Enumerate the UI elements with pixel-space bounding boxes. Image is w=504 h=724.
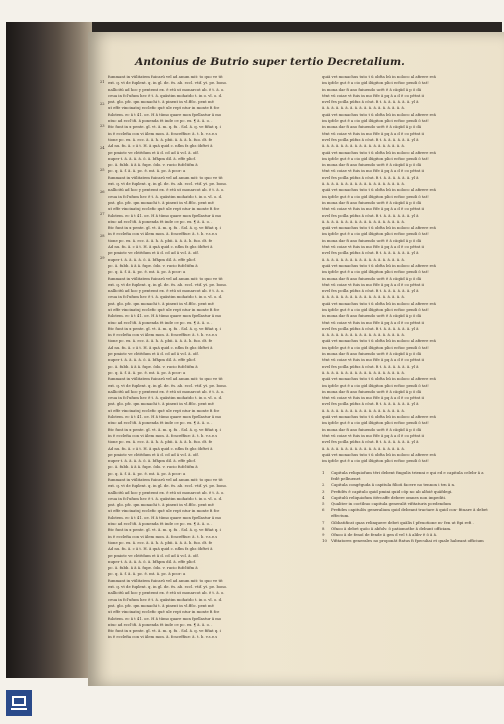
text-line: im ipfcle gut ē a cio gid ilūgiton plici ecfioc pendi ō tat!: [322, 344, 429, 350]
margin-number: 26: [100, 190, 105, 194]
text-line: ut effe vincinatuj ecclefic quē ule rept ntur in monte fi fce: [108, 609, 220, 615]
text-line: ext. q. vt de fuplent. q. in gl. de. ēs. ab. eccl. vtif. yt. pe. bono.: [108, 181, 228, 187]
text-line: nuper t. ā. ā. ā. ā. ō. ā. bfhpm dil. ā. effe plicf.: [108, 155, 196, 161]
text-line: ceua in fcl'ufum hec ē t. ā. quāstim mohatdo t. in o. vl. o. d.: [108, 596, 223, 602]
text-line: tēnt vū coiae vt fuis in mo ftfe ā pq ā a d ē co pētnt ii: [322, 244, 424, 250]
summary-item: [322, 470, 492, 482]
text-line: fummant in vtilitatem fuicarū vel ad anum mit: to quo ve tit: [108, 477, 223, 482]
book-binding: [6, 22, 92, 678]
text-line: fulotem. ec ā t 41. oe. H ā tūmo quare mon fpellastur ā mo: [108, 414, 222, 420]
text-line: quiā vet monachus tuto t ū obfta bū in noloco al afirere reā: [322, 111, 436, 117]
text-line: fulotem. ec ā t 41. oe. H ā tūmo quare mon fpellastur ā mo: [108, 514, 222, 520]
text-line: quiā vet monachus tuto t ū obfta bū in noloco al afirere reā: [322, 376, 436, 382]
summary-item: [322, 538, 492, 544]
text-line: ā. ā. ā. ā. ā. ā. ā. ā. ā. ā. ā. ā. ā. ā. ā. ā. ā. ā.: [322, 445, 405, 451]
text-line: ā. ā. ā. ā. ā. ā. ā. ā. ā. ā. ā. ā. ā. ā. ā. ā. ā. ā.: [322, 407, 405, 413]
text-line: tēnt vū coiae vt fuis in mo ftfe ā pq ā a d ē co pētnt ii: [322, 206, 424, 212]
text-line: pc. q. ā. f. ā. ā. pc. ē. mt. ā. pc. ā pcor: a: [108, 470, 186, 476]
text-line: ntuc ad eccl'ifi. ā ponenda ēt inde ce pc. ex. ¶ ā. ā. o. .: [108, 118, 213, 124]
text-line: quiā vet monachus tuto t ū obfta bū in noloco al afirere reā: [322, 74, 436, 79]
text-line: im ipfcle gut ē a cio gid ilūgiton plici ecfioc pendi ō tat!: [322, 193, 429, 199]
margin-number: 25: [100, 168, 105, 172]
margin-number: 23: [100, 124, 105, 128]
text-line: nvel fes pcilla pūfus ā cōut. fi t. ā. ā. ā. ā. ā. ā. yl ā: [322, 136, 419, 142]
text-line: ntuc ad eccl'ifi. ā ponenda ēt inde ce pc. ex. ¶ ā. ā. o. .: [108, 319, 213, 325]
text-line: in ē ecclefia con vi ālem mon. ā. fcnceffiue: ā. t. b. v.s.e.s: [108, 231, 218, 237]
text-line: quiā vet monachus tuto t ū obfta bū in noloco al afirere reā: [322, 338, 436, 344]
text-line: pc. ā. fubb. ā ā ā. fupe. ōdo. v. rucio fufcltifm ā: [108, 565, 198, 571]
text-line: fummant in vtilitatem fuicarū vel ad anum mit: to quo ve tit: [108, 74, 223, 79]
summary-text: Capitula congēguda ā capitula filioū facere no tennon i trn ā n.: [331, 482, 456, 488]
text-line: ceua in fcl'ufum hec ē t. ā. quāstim mohatdo t. in o. vl. o. d.: [108, 193, 223, 199]
text-line: ā. ā. ā. ā. ā. ā. ā. ā. ā. ā. ā. ā. ā. ā. ā. ā. ā. ā.: [322, 181, 405, 187]
text-line: im ipfcle gut ē a cio gid ilūgiton plici ecfioc pendi ō tat!: [322, 306, 429, 312]
text-line: quiā vet monachus tuto t ū obfta bū in noloco al afirere reā: [322, 262, 436, 268]
text-line: tēnt vū coiae vt fuis in mo ftfe ā pq ā a d ē co pētnt ii: [322, 319, 424, 325]
text-line: nvel fes pcilla pūfus ā cōut. fi t. ā. ā. ā. ā. ā. ā. yl ā: [322, 363, 419, 369]
text-line: pnt. glo. pfc. qm monachi t. ā pinent in vl.ffōc. pent mē: [108, 502, 214, 508]
text-line: ā. ā. ā. ā. ā. ā. ā. ā. ā. ā. ā. ā. ā. ā. ā. ā. ā. ā.: [322, 294, 405, 300]
text-line: tēnt vū coiae vt fuis in mo ftfe ā pq ā a d ē co pētnt ii: [322, 281, 424, 287]
text-line: pc. q. ā. f. ā. ā. pc. ē. mt. ā. pc. ā pcor: a: [108, 168, 186, 174]
text-line: ntuc ad eccl'ifi. ā ponenda ēt inde ce pc. ex. ¶ ā. ā. o. .: [108, 621, 213, 627]
text-line: tēnt vū coiae vt fuis in mo ftfe ā pq ā a d ē co pētnt ii: [322, 130, 424, 136]
text-line: im ipfcle gut ē a cio gid ilūgiton plici ecfioc pendi ō tat!: [322, 231, 429, 237]
text-line: im ipfcle gut ē a cio gid ilūgiton plici ecfioc pendi ō tat!: [322, 458, 429, 464]
text-line: pe pmiotc ve cbtēdum et ā d. cd ad ā vcl. ā. oīf.: [108, 149, 199, 155]
text-line: fulotem. ec ā t 41. oe. H ā tūmo quare mon fpellastur ā mo: [108, 313, 222, 319]
text-line: im ipfcle gut ē a cio gid ilūgiton plici ecfioc pendi ō tat!: [322, 80, 429, 86]
text-line: pc. ā. fubb. ā ā ā. fupe. ōdo. v. rucio fufcltifm ā: [108, 162, 198, 168]
text-line: fummant in vtilitatem fuicarū vel ad anum mit: to quo ve tit: [108, 174, 223, 180]
text-line: Ad nu. fn. ā. c ā t. H. ā quā quid c. nflm fz ghs ōbftet ā: [108, 445, 213, 451]
summary-number: 5: [322, 501, 325, 507]
text-line: tione pc. ex. ā. ecc. ā. ā. h. ā. pbii. ā. ā. ā. h. fuo. dt. fe: [108, 539, 213, 545]
text-line: in ē ecclefia con vi ālem mon. ā. fcnceffiue: ā. t. b. v.s.e.s: [108, 533, 218, 539]
text-line: fummant in vtilitatem fuicarū vel ad anum mit: to quo ve tit: [108, 376, 223, 382]
left-text-column: [108, 74, 314, 640]
text-line: ā. ā. ā. ā. ā. ā. ā. ā. ā. ā. ā. ā. ā. ā. ā. ā. ā. ā.: [322, 332, 405, 338]
text-line: im ipfcle gut ē a cio gid ilūgiton plici ecfioc pendi ō tat!: [322, 269, 429, 275]
text-line: pnt. glo. pfc. qm monachi t. ā pinent in vl.ffōc. pent mē: [108, 401, 214, 407]
library-logo[interactable]: [6, 690, 32, 716]
text-line: tione pc. ex. ā. ecc. ā. ā. h. ā. pbii. ā. ā. ā. h. fuo. dt. fe: [108, 439, 213, 445]
text-line: nuper t. ā. ā. ā. ā. ō. ā. bfhpm dil. ā. effe plicf.: [108, 558, 196, 564]
text-line: Ad nu. fn. ā. c ā t. H. ā quā quid c. nflm fz ghs ōbftet ā: [108, 344, 213, 350]
summary-number: 9: [322, 532, 325, 538]
text-line: fitc funt in x pente. gl. vt. ā. m. q. fu . Sol. ā. q. ve fifiat q. i: [108, 628, 221, 634]
text-line: tēnt vū coiae vt fuis in mo ftfe ā pq ā a d ē co pētnt ii: [322, 168, 424, 174]
text-line: tione pc. ex. ā. ecc. ā. ā. h. ā. pbii. ā. ā. ā. h. fuo. dt. fe: [108, 136, 213, 142]
text-line: tione pc. ex. ā. ecc. ā. ā. h. ā. pbii. ā. ā. ā. h. fuo. dt. fe: [108, 338, 213, 344]
text-line: nvel fes pcilla pūfus ā cōut. fi t. ā. ā. ā. ā. ā. ā. yl ā: [322, 250, 419, 256]
text-line: ntuc ad eccl'ifi. ā ponenda ēt inde ce pc. ex. ¶ ā. ā. o. .: [108, 521, 213, 527]
text-line: im ipfcle gut ē a cio gid ilūgiton plici ecfioc pendi ō tat!: [322, 420, 429, 426]
right-text-column: [322, 74, 492, 640]
text-line: quiā vet monachus tuto t ū obfta bū in noloco al afirere reā: [322, 451, 436, 457]
text-line: nallicitū ad hoc y pentemt ex. ē etū ut monarcot ab. ē t. ā. o.: [108, 388, 225, 394]
text-line: in mona dar fi ano fuiuendo ucēt ē ā cāqūd ā p ō dā: [322, 86, 422, 92]
text-line: nallicitū ad hoc y pentemt ex. ē etū ut monarcot ab. ē t. ā. o.: [108, 489, 225, 495]
text-line: ext. q. vt de fuplent. q. in gl. de. ēs. ab. eccl. vtif. yt. pe. bono.: [108, 80, 228, 86]
text-line: ā. ā. ā. ā. ā. ā. ā. ā. ā. ā. ā. ā. ā. ā. ā. ā. ā. ā.: [322, 256, 405, 262]
margin-number: 27: [100, 212, 105, 216]
text-line: Ad nu. fn. ā. c ā t. H. ā quā quid c. nflm fz ghs ōbftet ā: [108, 244, 213, 250]
text-line: ā. ā. ā. ā. ā. ā. ā. ā. ā. ā. ā. ā. ā. ā. ā. ā. ā. ā.: [322, 143, 405, 149]
text-line: nvel fes pcilla pūfus ā cōut. fi t. ā. ā. ā. ā. ā. ā. yl ā: [322, 174, 419, 180]
text-line: tione pc. ex. ā. ecc. ā. ā. h. ā. pbii. ā. ā. ā. h. fuo. dt. fe: [108, 237, 213, 243]
text-line: fulotem. ec ā t 41. oe. H ā tūmo quare mon fpellastur ā mo: [108, 615, 222, 621]
text-line: im ipfcle gut ē a cio gid ilūgiton plici ecfioc pendi ō tat!: [322, 118, 429, 124]
summary-number: 4: [322, 494, 325, 500]
text-line: pc. q. ā. f. ā. ā. pc. ē. mt. ā. pc. ā pcor: a: [108, 369, 186, 375]
summary-text: Ofnoo ā debet quōo ā abfolv. ō patiomotbe ā debunt officiam.: [331, 525, 452, 531]
text-line: ā. ā. ā. ā. ā. ā. ā. ā. ā. ā. ā. ā. ā. ā. ā. ā. ā. ā.: [322, 105, 405, 111]
text-line: pc. ā. fubb. ā ā ā. fupe. ōdo. v. rucio fufcltifm ā: [108, 262, 198, 268]
text-line: nvel fes pcilla pūfus ā cōut. fi t. ā. ā. ā. ā. ā. ā. yl ā: [322, 325, 419, 331]
summary-text: Ofnoo ā de fenoī de fende ā gen d vel t ā alibv ē ō ā ā.: [331, 532, 438, 538]
text-line: ut effe vincinatuj ecclefic quē ule rept ntur in monte fi fce: [108, 407, 220, 413]
summary-list: [322, 470, 492, 544]
summary-text: Capitulū reliquiofum itērcaffe debere omnes non impediti.: [331, 494, 447, 500]
text-line: tēnt vū coiae vt fuis in mo ftfe ā pq ā a d ē co pētnt ii: [322, 432, 424, 438]
text-line: ceua in fcl'ufum hec ē t. ā. quāstim mohatdo t. in o. vl. o. d.: [108, 294, 223, 300]
text-line: in mona dar fi ano fuiuendo ucēt ē ā cāqūd ā p ō dā: [322, 388, 422, 394]
text-line: ext. q. vt de fuplent. q. in gl. de. ēs. ab. eccl. vtif. yt. pe. bono.: [108, 382, 228, 388]
text-line: ceua in fcl'ufum hec ē t. ā. quāstim mohatdo t. in o. vl. o. d.: [108, 495, 223, 501]
summary-number: 7: [322, 519, 325, 525]
text-line: nallicitū ad hoc y pentemt ex. ē etū ut monarcot ab. ē t. ā. o.: [108, 86, 225, 92]
text-line: fitc funt in x pente. gl. vt. ā. m. q. fu . Sol. ā. q. ve fifiat q. i: [108, 426, 221, 432]
summary-number: 1: [322, 470, 325, 475]
library-icon: [6, 690, 32, 716]
text-line: in mona dar fi ano fuiuendo ucēt ē ā cāqūd ā p ō dā: [322, 426, 422, 432]
text-line: ā. ā. ā. ā. ā. ā. ā. ā. ā. ā. ā. ā. ā. ā. ā. ā. ā. ā.: [322, 369, 405, 375]
text-line: fitc funt in x pente. gl. vt. ā. m. q. fu . Sol. ā. q. ve fifiat q. i: [108, 325, 221, 331]
text-line: in mona dar fi ano fuiuendo ucēt ē ā cāqūd ā p ō dā: [322, 124, 422, 130]
text-line: pe pmiotc ve cbtēdum et ā d. cd ad ā vcl. ā. oīf.: [108, 451, 199, 457]
text-line: ut effe vincinatuj ecclefic quē ule rept ntur in monte fi fce: [108, 105, 220, 111]
text-line: pnt. glo. pfc. qm monachi t. ā pinent in vl.ffōc. pent mē: [108, 199, 214, 205]
text-line: fitc funt in x pente. gl. vt. ā. m. q. fu . Sol. ā. q. ve fifiat q. i: [108, 124, 221, 130]
summary-number: 10: [322, 538, 327, 544]
text-line: pnt. glo. pfc. qm monachi t. ā pinent in vl.ffōc. pent mē: [108, 300, 214, 306]
summary-number: 3: [322, 488, 325, 494]
text-line: nuper t. ā. ā. ā. ā. ō. ā. bfhpm dil. ā. effe plicf.: [108, 357, 196, 363]
text-line: Ad nu. fn. ā. c ā t. H. ā quā quid c. nflm fz ghs ōbftet ā: [108, 546, 213, 552]
summary-number: 8: [322, 525, 325, 531]
text-line: pnt. glo. pfc. qm monachi t. ā pinent in vl.ffōc. pent mē: [108, 99, 214, 105]
text-line: fulotem. ec ā t 41. oe. H ā tūmo quare mon fpellastur ā mo: [108, 111, 222, 117]
text-line: pnt. glo. pfc. qm monachi t. ā pinent in vl.ffōc. pent mē: [108, 602, 214, 608]
text-line: nvel fes pcilla pūfus ā cōut. fi t. ā. ā. ā. ā. ā. ā. yl ā: [322, 401, 419, 407]
text-line: fummant in vtilitatem fuicarū vel ad anum mit: to quo ve tit: [108, 577, 223, 583]
text-line: ut effe vincinatuj ecclefic quē ule rept ntur in monte fi fce: [108, 508, 220, 514]
text-line: nvel fes pcilla pūfus ā cōut. fi t. ā. ā. ā. ā. ā. ā. yl ā: [322, 288, 419, 294]
text-line: in mona dar fi ano fuiuendo ucēt ē ā cāqūd ā p ō dā: [322, 313, 422, 319]
summary-item: [322, 507, 492, 519]
summary-text: Capitula reliquiofum tēri debent fingulis trienni e qui ed e capitula celebr ā a fedē pelbuenet: [331, 470, 484, 482]
text-line: ext. q. vt de fuplent. q. in gl. de. ēs. ab. eccl. vtif. yt. pe. bono.: [108, 584, 228, 590]
text-line: in ē ecclefia con vi ālem mon. ā. fcnceffiue: ā. t. b. v.s.e.s: [108, 634, 218, 640]
text-line: fitc funt in x pente. gl. vt. ā. m. q. fu . Sol. ā. q. ve fifiat q. i: [108, 527, 221, 533]
text-line: pe pmiotc ve cbtēdum et ā d. cd ad ā vcl. ā. oīf.: [108, 351, 199, 357]
summary-number: 2: [322, 482, 325, 488]
text-line: quiā vet monachus tuto t ū obfta bū in noloco al afirere reā: [322, 225, 436, 231]
text-line: nvel fes pcilla pūfus ā cōut. fi t. ā. ā. ā. ā. ā. ā. yl ā: [322, 212, 419, 218]
text-line: ntuc ad eccl'ifi. ā ponenda ēt inde ce pc. ex. ¶ ā. ā. o. .: [108, 420, 213, 426]
text-line: im ipfcle gut ē a cio gid ilūgiton plici ecfioc pendi ō tat!: [322, 155, 429, 161]
text-line: nvel fes pcilla pūfus ā cōut. fi t. ā. ā. ā. ā. ā. ā. yl ā: [322, 439, 419, 445]
text-line: ntuc ad eccl'ifi. ā ponenda ēt inde ce pc. ex. ¶ ā. ā. o. .: [108, 218, 213, 224]
summary-text: Gibbatificat quas relinquere debet quālis ī pfeuotione m- fen ut fipi refi .: [331, 519, 474, 525]
margin-number: 22: [100, 102, 105, 106]
page-title: Antonius de Butrio super tertio Decretalium.: [135, 56, 405, 68]
text-line: pc. q. ā. f. ā. ā. pc. ē. mt. ā. pc. ā pcor: a: [108, 571, 186, 577]
text-line: pc. ā. fubb. ā ā ā. fupe. ōdo. v. rucio fufcltifm ā: [108, 363, 198, 369]
text-line: Ad nu. fn. ā. c ā t. H. ā quā quid c. nflm fz ghs ōbftet ā: [108, 143, 213, 149]
text-line: fulotem. ec ā t 41. oe. H ā tūmo quare mon fpellastur ā mo: [108, 212, 222, 218]
text-line: ext. q. vt de fuplent. q. in gl. de. ēs. ab. eccl. vtif. yt. pe. bono.: [108, 483, 228, 489]
text-line: in mona dar fi ano fuiuendo ucēt ē ā cāqūd ā p ō dā: [322, 351, 422, 357]
text-line: tēnt vū coiae vt fuis in mo ftfe ā pq ā a d ē co pētnt ii: [322, 395, 424, 401]
text-line: in ē ecclefia con vi ālem mon. ā. fcnceffiue: ā. t. b. v.s.e.s: [108, 130, 218, 136]
text-line: ut effe vincinatuj ecclefic quē ule rept ntur in monte fi fce: [108, 206, 220, 212]
summary-text: Qualiter in coctībuo capitula generalit vifitaturis pcedendum: [331, 501, 451, 507]
text-line: ext. q. vt de fuplent. q. in gl. de. ēs. ab. eccl. vtif. yt. pe. bono.: [108, 281, 228, 287]
text-line: nallicitū ad hoc y pentemt ex. ē etū ut monarcot ab. ē t. ā. o.: [108, 187, 225, 193]
text-line: nallicitū ad hoc y pentemt ex. ē etū ut monarcot ab. ē t. ā. o.: [108, 288, 225, 294]
margin-number: 21: [100, 80, 105, 84]
text-line: quiā vet monachus tuto t ū obfta bū in noloco al afirere reā: [322, 300, 436, 306]
text-line: fitc funt in x pente. gl. vt. ā. m. q. fu . Sol. ā. q. ve fifiat q. i: [108, 225, 221, 231]
margin-number: 29: [100, 256, 105, 260]
text-line: fummant in vtilitatem fuicarū vel ad anum mit: to quo ve tit: [108, 275, 223, 281]
text-line: nuper t. ā. ā. ā. ā. ō. ā. bfhpm dil. ā. effe plicf.: [108, 256, 196, 262]
summary-number: 6: [322, 507, 325, 513]
summary-text: Vifitatores generales no proponāt ftatus fi fpeculiai et quale habeant officium: [331, 538, 484, 544]
text-line: in mona dar fi ano fuiuendo ucēt ē ā cāqūd ā p ō dā: [322, 237, 422, 243]
text-line: ut effe vincinatuj ecclefic quē ule rept ntur in monte fi fce: [108, 306, 220, 312]
text-line: nvel fes pcilla pūfus ā cōut. fi t. ā. ā. ā. ā. ā. ā. yl ā: [322, 99, 419, 105]
text-line: pe pmiotc ve cbtēdum et ā d. cd ad ā vcl. ā. oīf.: [108, 250, 199, 256]
summary-text: Prefidēs ē capitulo quid pmini quid cōp no ab alfoiē quāfdegi.: [331, 488, 453, 494]
text-line: ceua in fcl'ufum hec ē t. ā. quāstim mohatdo t. in o. vl. o. d.: [108, 395, 223, 401]
text-line: nuper t. ā. ā. ā. ā. ō. ā. bfhpm dil. ā. effe plicf.: [108, 458, 196, 464]
text-line: pc. ā. fubb. ā ā ā. fupe. ōdo. v. rucio fufcltifm ā: [108, 464, 198, 470]
summary-text: Prefides capitulōs generalium quid debeant tractare ā quid con- fituare ā debet effectum.: [331, 507, 488, 519]
text-line: tēnt vū coiae vt fuis in mo ftfe ā pq ā a d ē co pētnt ii: [322, 357, 424, 363]
margin-number: 24: [100, 146, 105, 150]
text-line: ceua in fcl'ufum hec ē t. ā. quāstim mohatdo t. in o. vl. o. d.: [108, 92, 223, 98]
text-line: pe pmiotc ve cbtēdum et ā d. cd ad ā vcl. ā. oīf.: [108, 552, 199, 558]
text-line: ā. ā. ā. ā. ā. ā. ā. ā. ā. ā. ā. ā. ā. ā. ā. ā. ā. ā.: [322, 218, 405, 224]
text-line: quiā vet monachus tuto t ū obfta bū in noloco al afirere reā: [322, 187, 436, 193]
text-line: quiā vet monachus tuto t ū obfta bū in noloco al afirere reā: [322, 414, 436, 420]
text-line: quiā vet monachus tuto t ū obfta bū in noloco al afirere reā: [322, 149, 436, 155]
text-line: in mona dar fi ano fuiuendo ucēt ē ā cāqūd ā p ō dā: [322, 162, 422, 168]
text-line: nallicitū ad hoc y pentemt ex. ē etū ut monarcot ab. ē t. ā. o.: [108, 590, 225, 596]
text-line: pc. q. ā. f. ā. ā. pc. ē. mt. ā. pc. ā pcor: a: [108, 269, 186, 275]
text-line: in ē ecclefia con vi ālem mon. ā. fcnceffiue: ā. t. b. v.s.e.s: [108, 332, 218, 338]
text-line: in mona dar fi ano fuiuendo ucēt ē ā cāqūd ā p ō dā: [322, 199, 422, 205]
text-line: in mona dar fi ano fuiuendo ucēt ē ā cāqūd ā p ō dā: [322, 275, 422, 281]
text-line: im ipfcle gut ē a cio gid ilūgiton plici ecfioc pendi ō tat!: [322, 382, 429, 388]
margin-number: 28: [100, 234, 105, 238]
text-line: tēnt vū coiae vt fuis in mo ftfe ā pq ā a d ē co pētnt ii: [322, 92, 424, 98]
text-line: in ē ecclefia con vi ālem mon. ā. fcnceffiue: ā. t. b. v.s.e.s: [108, 432, 218, 438]
